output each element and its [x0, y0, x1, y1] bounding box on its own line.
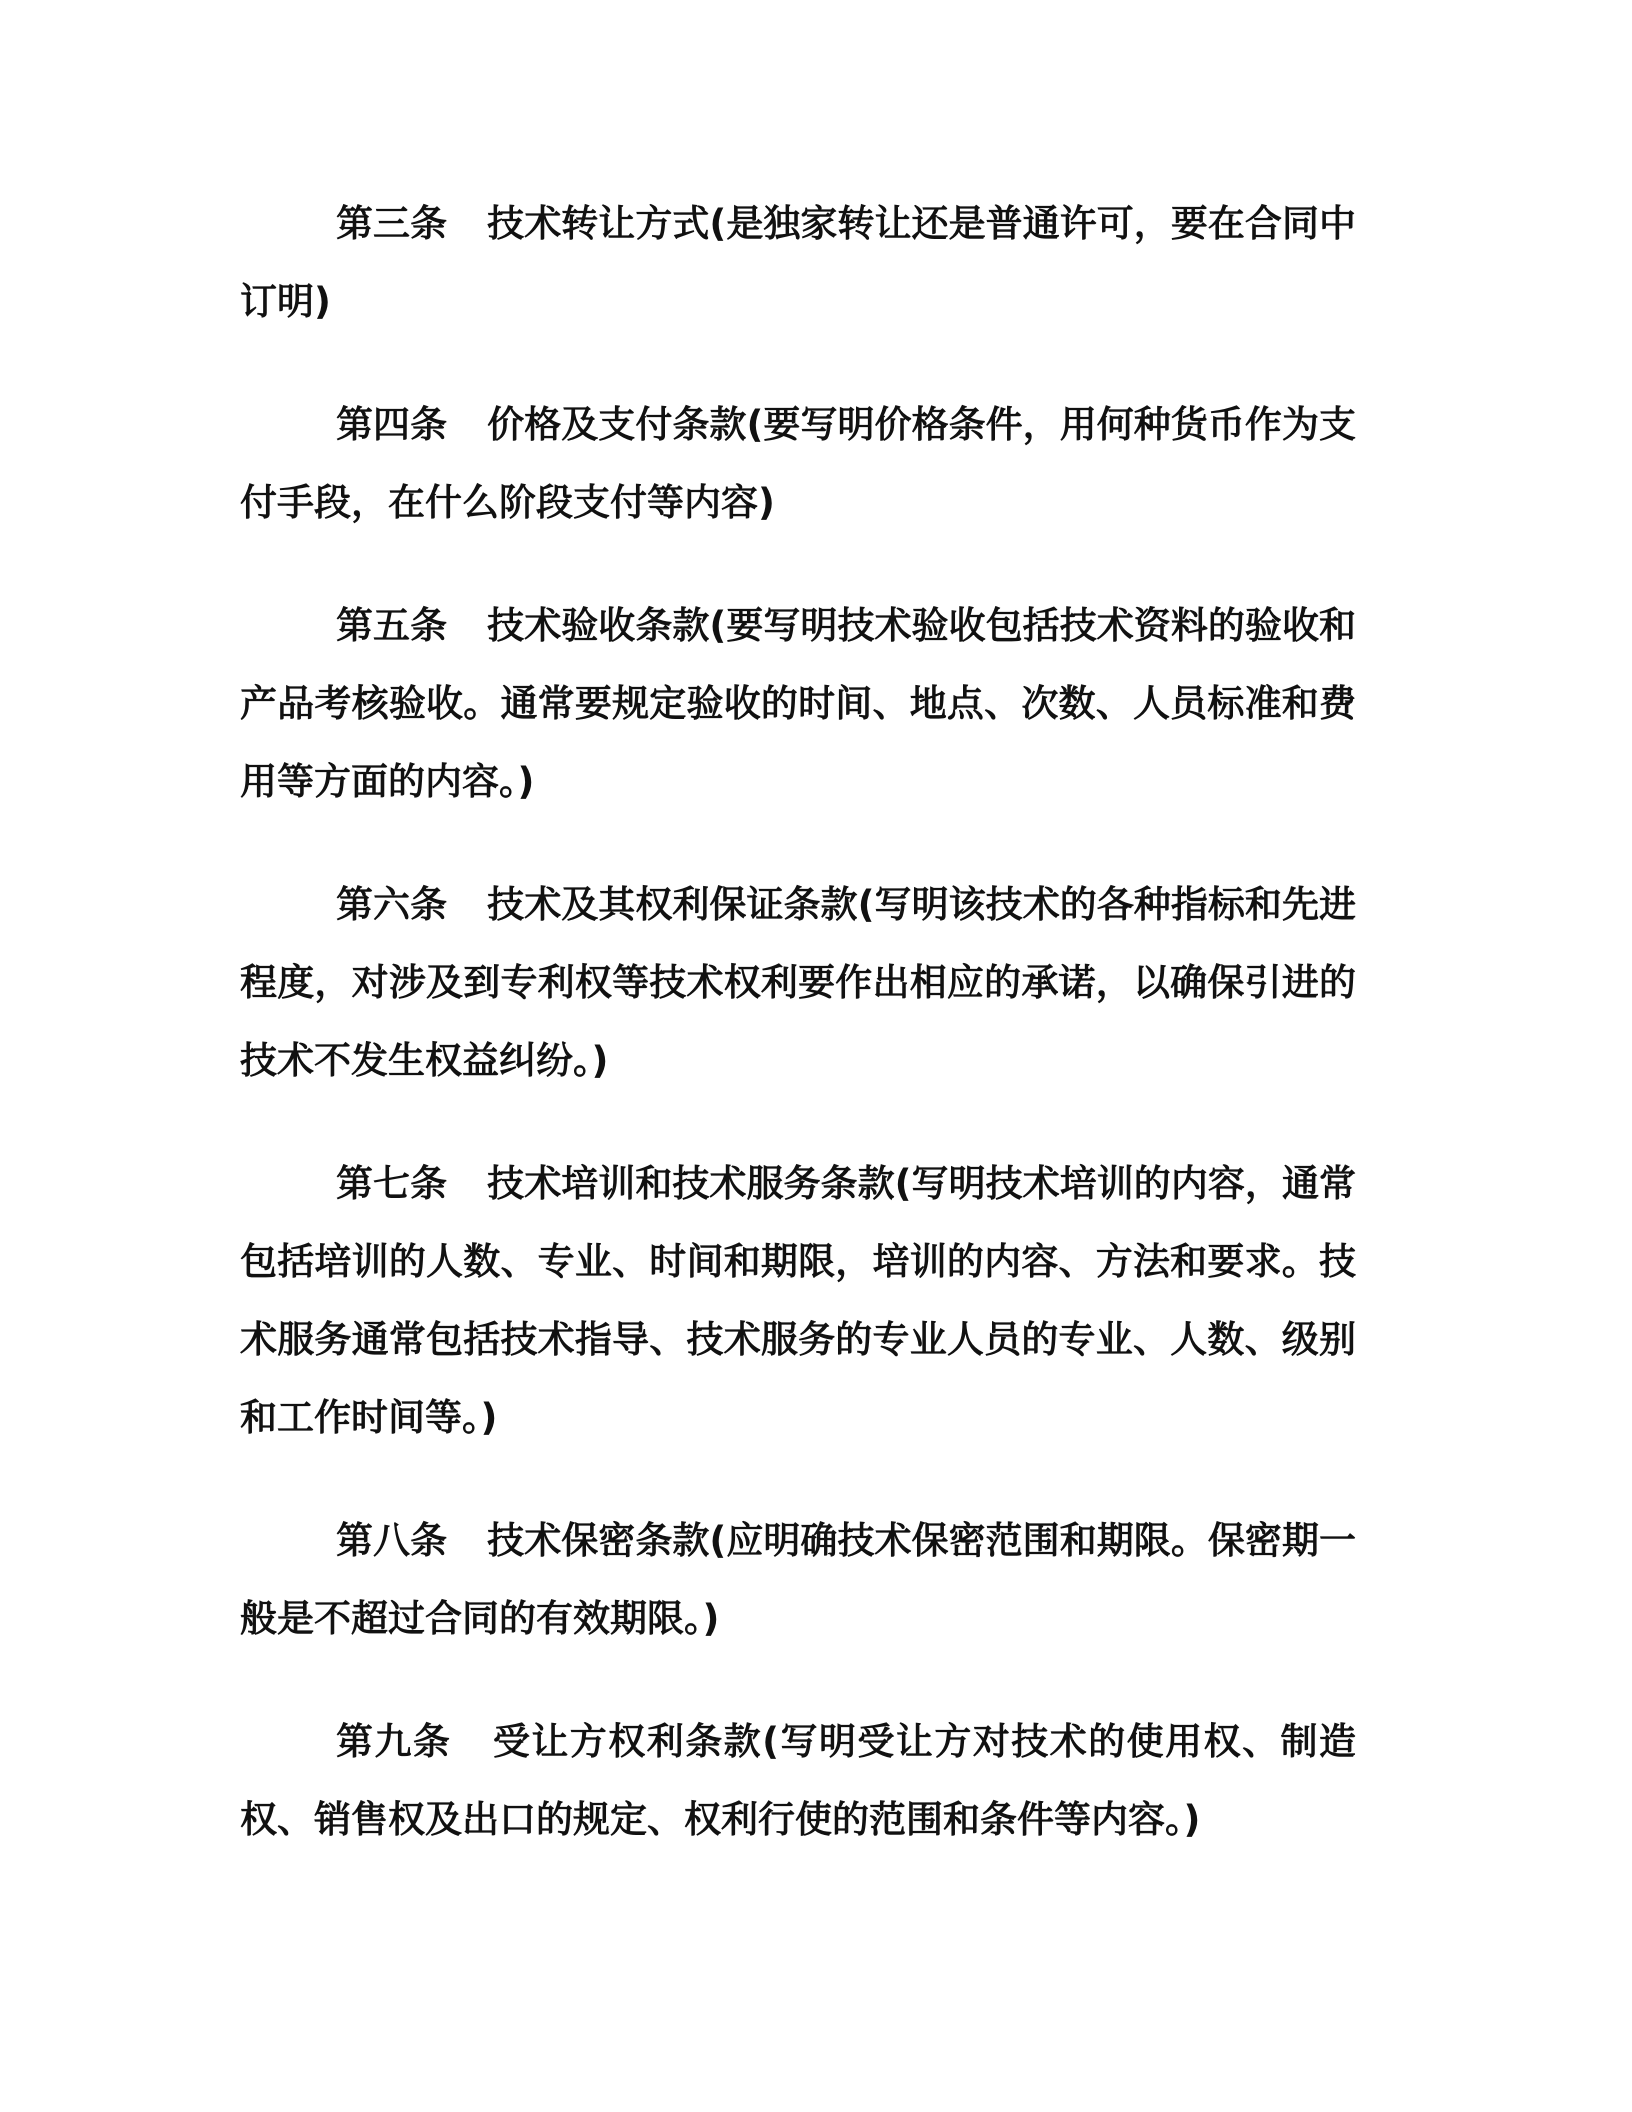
clause-6: [240, 866, 1356, 1100]
clause-title: 技术保密条款: [487, 1519, 710, 1562]
clause-title: 技术培训和技术服务条款: [487, 1162, 895, 1205]
clause-note: (写明技术培训的内容，通常包括培训的人数、专业、时间和期限，培训的内容、方法和要求。技术服务通常包括技术指导、技术服务的专业人员的专业、人数、级别和工作时间等。): [240, 1162, 1356, 1439]
clause-5: [240, 587, 1356, 821]
clause-list: [240, 185, 1356, 1904]
clause-8: [240, 1502, 1356, 1658]
clause-note: (是独家转让还是普通许可，要在合同中订明): [240, 202, 1356, 323]
clause-note: (要写明价格条件，用何种货币作为支付手段，在什么阶段支付等内容): [240, 403, 1357, 524]
clause-number: 第五条: [336, 604, 448, 647]
clause-note: (应明确技术保密范围和期限。保密期一般是不超过合同的有效期限。): [240, 1519, 1356, 1640]
clause-note: (要写明技术验收包括技术资料的验收和产品考核验收。通常要规定验收的时间、地点、次数、人员标准和费用等方面的内容。): [240, 604, 1356, 803]
clause-title: 受让方权利条款: [491, 1720, 763, 1763]
clause-number: 第三条: [336, 202, 448, 245]
clause-4: [240, 386, 1356, 542]
clause-title: 技术及其权利保证条款: [487, 883, 858, 926]
clause-number: 第四条: [336, 403, 448, 446]
clause-number: 第七条: [336, 1162, 448, 1205]
clause-title: 价格及支付条款: [487, 403, 747, 446]
clause-number: 第六条: [336, 883, 448, 926]
clause-9: [240, 1703, 1356, 1859]
clause-note: (写明受让方对技术的使用权、制造权、销售权及出口的规定、权利行使的范围和条件等内容。): [240, 1720, 1357, 1841]
clause-7: [240, 1145, 1356, 1457]
clause-number: 第九条: [336, 1720, 452, 1763]
clause-number: 第八条: [336, 1519, 448, 1562]
clause-title: 技术转让方式: [487, 202, 710, 245]
clause-3: [240, 185, 1356, 341]
clause-title: 技术验收条款: [487, 604, 710, 647]
clause-note: (写明该技术的各种指标和先进程度，对涉及到专利权等技术权利要作出相应的承诺，以确保引进的技术不发生权益纠纷。): [240, 883, 1357, 1082]
